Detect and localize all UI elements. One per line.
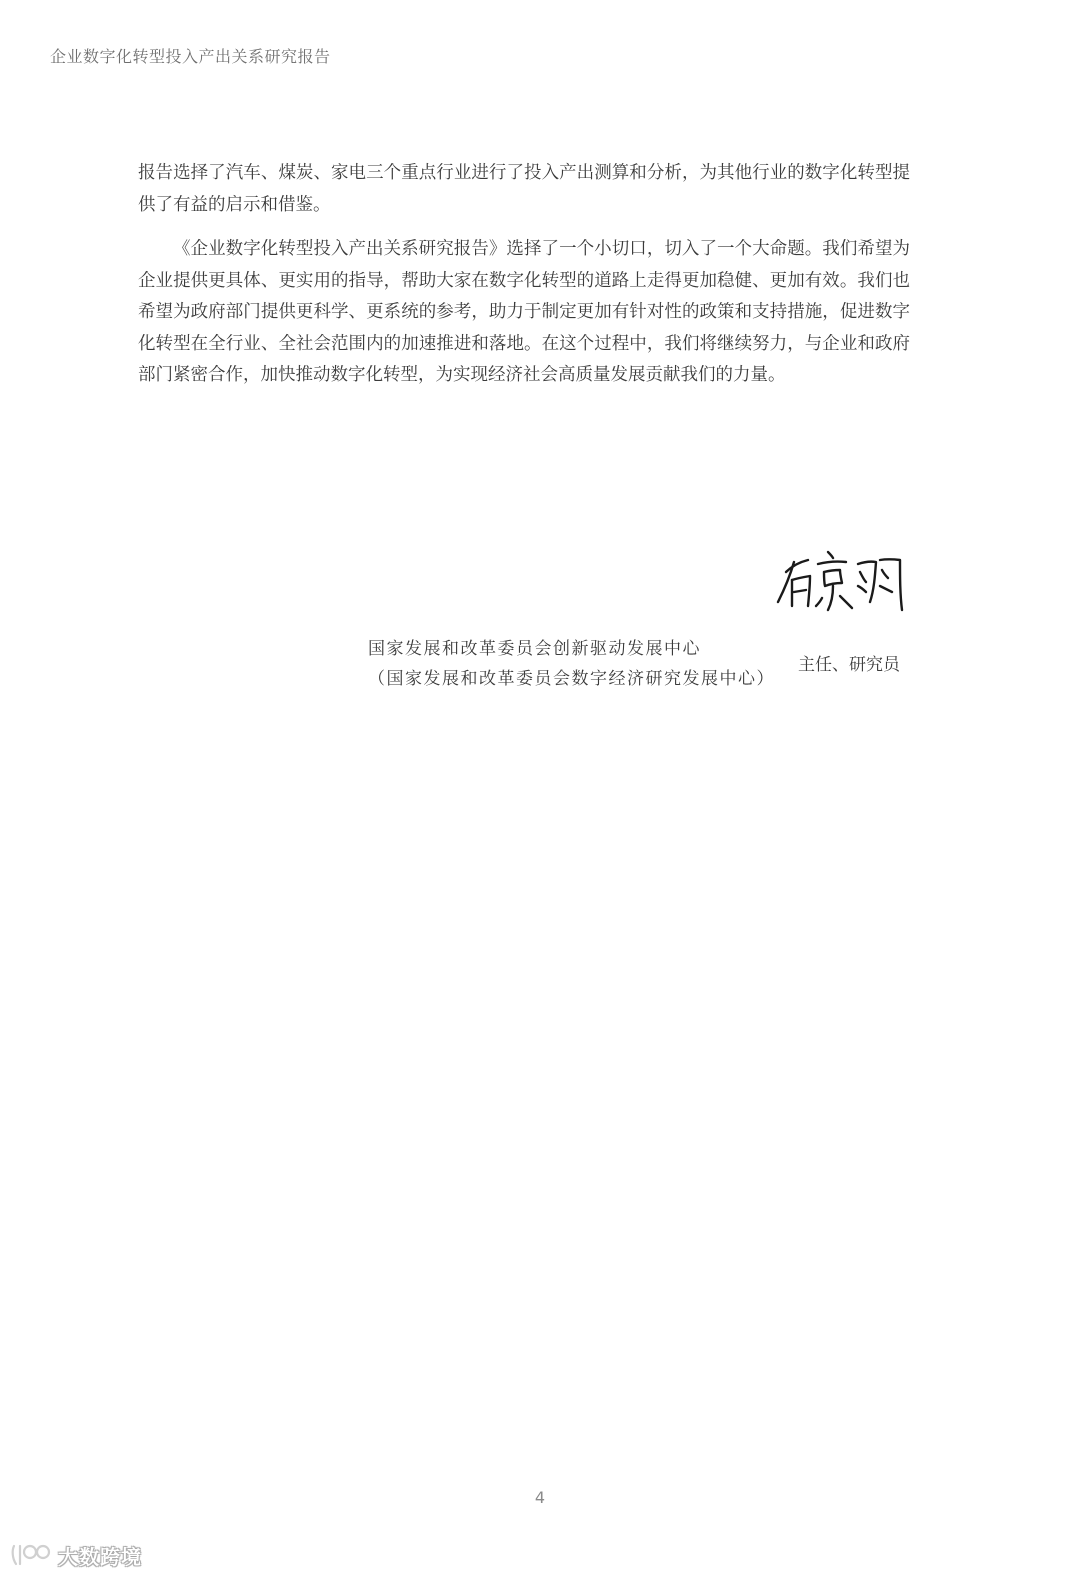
author-title: 主任、研究员 xyxy=(798,655,900,675)
organization-name: 国家发展和改革委员会创新驱动发展中心 xyxy=(368,639,701,659)
handwritten-signature xyxy=(772,542,912,618)
page-number: 4 xyxy=(534,1488,546,1507)
brand-logo-icon xyxy=(8,1540,54,1570)
body-text xyxy=(138,158,910,392)
organization-block xyxy=(368,634,775,694)
paragraph-2: 《企业数字化转型投入产出关系研究报告》选择了一个小切口，切入了一个大命题。我们希望为企业提供更具体、更实用的指导，帮助大家在数字化转型的道路上走得更加稳健、更加有效。我们也希望为政府部门提供更科学、更系统的参考，助力于制定更加有针对性的政策和支持措施，促进数字化转型在全行业、全社会范围内的加速推进和落地。在这个过程中，我们将继续努力，与企业和政府部门紧密合作，加快推动数字化转型，为实现经济社会高质量发展贡献我们的力量。 xyxy=(138,239,910,385)
watermark-text: 大数跨境 xyxy=(58,1544,142,1569)
running-header: 企业数字化转型投入产出关系研究报告 xyxy=(50,47,331,66)
paragraph-1: 报告选择了汽车、煤炭、家电三个重点行业进行了投入产出测算和分析，为其他行业的数字化转型提供了有益的启示和借鉴。 xyxy=(138,163,910,215)
organization-alias: （国家发展和改革委员会数字经济研究发展中心） xyxy=(368,669,775,689)
watermark xyxy=(8,1538,142,1572)
